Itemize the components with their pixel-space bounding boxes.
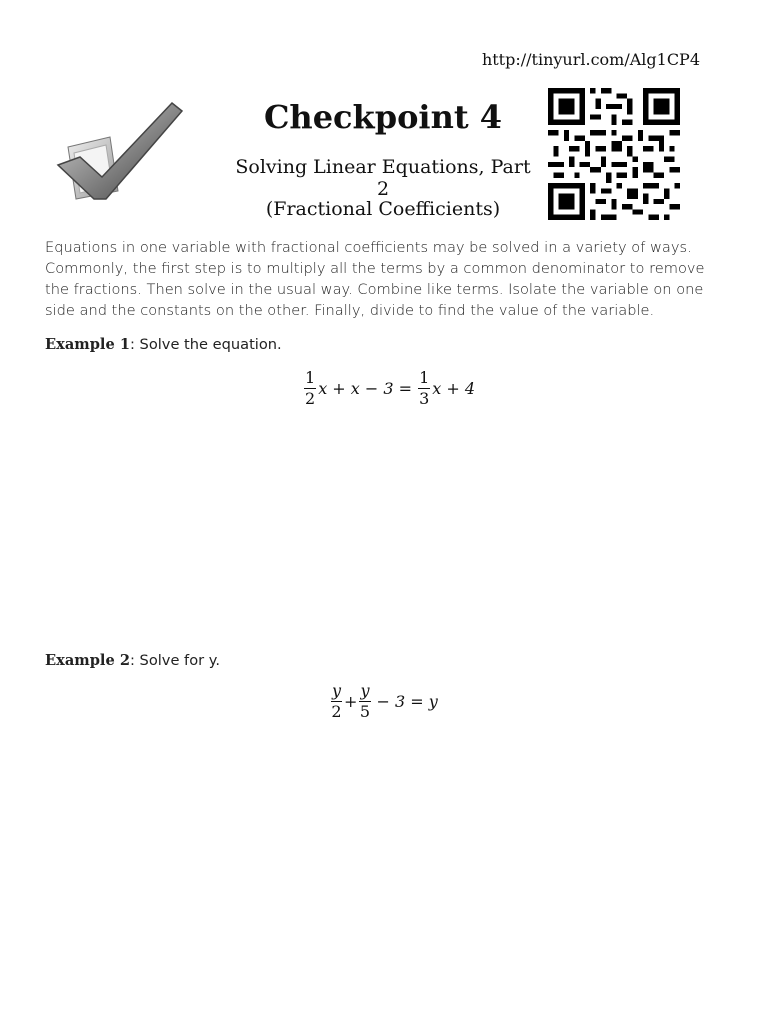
equation-plus: + xyxy=(344,692,358,711)
example-2-label: Example 2 xyxy=(45,652,130,669)
example-2 xyxy=(45,652,220,669)
fraction-denominator: 3 xyxy=(419,389,430,408)
checkmark-icon xyxy=(50,95,190,205)
header-url: http://tinyurl.com/Alg1CP4 xyxy=(481,50,700,69)
fraction-numerator: y xyxy=(360,681,370,700)
equation-end: − 3 = y xyxy=(376,692,438,711)
page-subtitle: Solving Linear Equations, Part 2 xyxy=(235,156,531,200)
example-1 xyxy=(45,336,282,353)
fraction-denominator: 5 xyxy=(359,702,371,721)
equation-middle: x + x − 3 = xyxy=(318,379,413,398)
example-2-text: : Solve for y. xyxy=(130,652,220,669)
example-1-fraction-right xyxy=(418,370,430,407)
example-2-fraction-left xyxy=(331,683,342,720)
fraction-numerator: 1 xyxy=(305,368,316,387)
fraction-denominator: 2 xyxy=(305,389,316,408)
example-1-equation xyxy=(302,370,475,407)
equation-end: x + 4 xyxy=(432,379,476,398)
intro-paragraph: Equations in one variable with fractional coefficients may be solved in a variety of ways. Commonly, the first step is to multiply all the terms by a common denominator to remove the fractions. Then solve in the usual way. Combine like terms. Isolate the variable on one side and the constants on the other. Finally, divide to find the value of the variable. xyxy=(45,239,705,319)
fraction-numerator: y xyxy=(332,681,342,700)
page-title: Checkpoint 4 xyxy=(263,98,503,136)
qr-code-icon xyxy=(548,88,680,220)
example-2-equation xyxy=(329,683,438,720)
example-2-fraction-right xyxy=(359,683,370,720)
example-1-fraction-left xyxy=(304,370,316,407)
fraction-denominator: 2 xyxy=(331,702,342,721)
example-1-text: : Solve the equation. xyxy=(130,336,282,353)
fraction-numerator: 1 xyxy=(419,368,430,387)
page-subtitle-secondary: (Fractional Coefficients) xyxy=(265,198,501,220)
example-1-label: Example 1 xyxy=(45,336,130,353)
